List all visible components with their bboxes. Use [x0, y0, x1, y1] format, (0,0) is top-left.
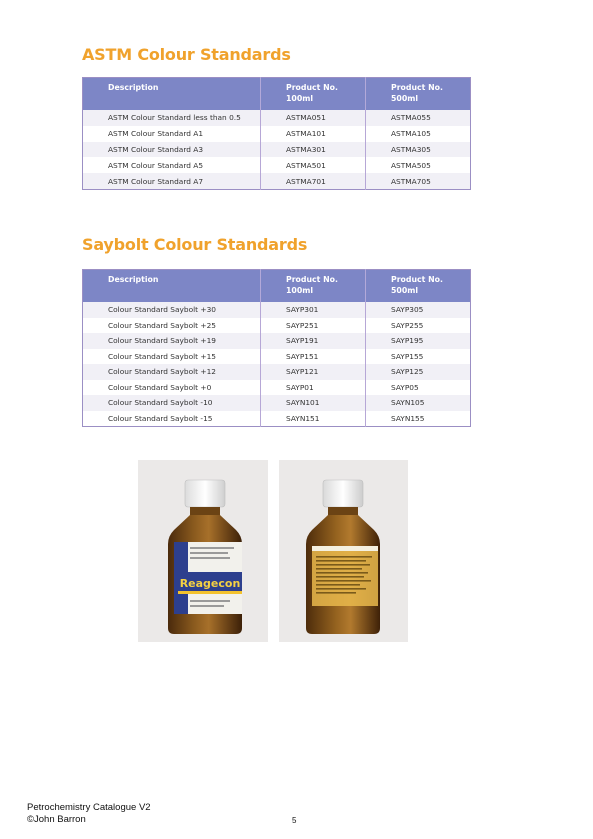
astm-table — [82, 77, 471, 190]
cell-description: Colour Standard Saybolt -10 — [83, 395, 261, 411]
cell-product-500ml: SAYP195 — [366, 333, 471, 349]
table-row — [83, 142, 471, 158]
table-header-row — [83, 270, 471, 303]
cell-product-500ml: SAYP05 — [366, 380, 471, 396]
page-number: 5 — [292, 816, 297, 825]
cell-description: Colour Standard Saybolt +30 — [83, 302, 261, 318]
saybolt-table — [82, 269, 471, 427]
table-row — [83, 411, 471, 427]
product-photo-bottle-back — [279, 460, 408, 642]
cell-product-100ml: SAYP191 — [261, 333, 366, 349]
cell-description: Colour Standard Saybolt +15 — [83, 349, 261, 365]
cell-description: Colour Standard Saybolt -15 — [83, 411, 261, 427]
cell-product-500ml: SAYP125 — [366, 364, 471, 380]
cell-product-100ml: SAYP151 — [261, 349, 366, 365]
column-header-500ml: Product No. 500ml — [366, 270, 471, 303]
table-header-row — [83, 78, 471, 111]
cell-product-100ml: SAYN101 — [261, 395, 366, 411]
cell-description: Colour Standard Saybolt +25 — [83, 318, 261, 334]
brand-label: Reagecon — [179, 577, 241, 590]
cell-product-500ml: SAYP255 — [366, 318, 471, 334]
footer-copyright: ©John Barron — [27, 814, 86, 825]
bottle-back-image — [279, 460, 408, 642]
column-header-500ml: Product No. 500ml — [366, 78, 471, 111]
cell-product-100ml: SAYP301 — [261, 302, 366, 318]
table-row — [83, 318, 471, 334]
cell-product-100ml: SAYN151 — [261, 411, 366, 427]
column-header-description: Description — [83, 78, 261, 111]
cell-product-100ml: SAYP121 — [261, 364, 366, 380]
cell-product-500ml: ASTMA055 — [366, 110, 471, 126]
table-row — [83, 110, 471, 126]
table-row — [83, 333, 471, 349]
cell-description: ASTM Colour Standard A7 — [83, 173, 261, 189]
cell-description: ASTM Colour Standard A3 — [83, 142, 261, 158]
cell-product-500ml: ASTMA105 — [366, 126, 471, 142]
cell-product-100ml: ASTMA501 — [261, 157, 366, 173]
cell-product-500ml: SAYN105 — [366, 395, 471, 411]
cell-description: ASTM Colour Standard A5 — [83, 157, 261, 173]
bottle-front-image — [138, 460, 268, 642]
cell-product-500ml: SAYP305 — [366, 302, 471, 318]
cell-product-100ml: ASTMA051 — [261, 110, 366, 126]
cell-description: ASTM Colour Standard less than 0.5 — [83, 110, 261, 126]
footer-catalogue-title: Petrochemistry Catalogue V2 — [27, 802, 151, 813]
column-header-description: Description — [83, 270, 261, 303]
cell-product-500ml: ASTMA505 — [366, 157, 471, 173]
table-row — [83, 349, 471, 365]
column-header-100ml: Product No. 100ml — [261, 78, 366, 111]
cell-description: ASTM Colour Standard A1 — [83, 126, 261, 142]
cell-product-100ml: SAYP01 — [261, 380, 366, 396]
cell-product-100ml: ASTMA301 — [261, 142, 366, 158]
table-row — [83, 302, 471, 318]
section-title-astm: ASTM Colour Standards — [82, 45, 291, 64]
cell-product-100ml: SAYP251 — [261, 318, 366, 334]
column-header-100ml: Product No. 100ml — [261, 270, 366, 303]
cell-product-100ml: ASTMA701 — [261, 173, 366, 189]
cell-description: Colour Standard Saybolt +12 — [83, 364, 261, 380]
cell-product-500ml: ASTMA705 — [366, 173, 471, 189]
cell-description: Colour Standard Saybolt +0 — [83, 380, 261, 396]
table-row — [83, 126, 471, 142]
table-row — [83, 173, 471, 189]
product-photo-bottle-front — [138, 460, 268, 642]
cell-product-500ml: ASTMA305 — [366, 142, 471, 158]
cell-product-500ml: SAYN155 — [366, 411, 471, 427]
table-row — [83, 364, 471, 380]
table-row — [83, 395, 471, 411]
cell-product-100ml: ASTMA101 — [261, 126, 366, 142]
cell-product-500ml: SAYP155 — [366, 349, 471, 365]
table-row — [83, 380, 471, 396]
cell-description: Colour Standard Saybolt +19 — [83, 333, 261, 349]
table-row — [83, 157, 471, 173]
section-title-saybolt: Saybolt Colour Standards — [82, 235, 308, 254]
